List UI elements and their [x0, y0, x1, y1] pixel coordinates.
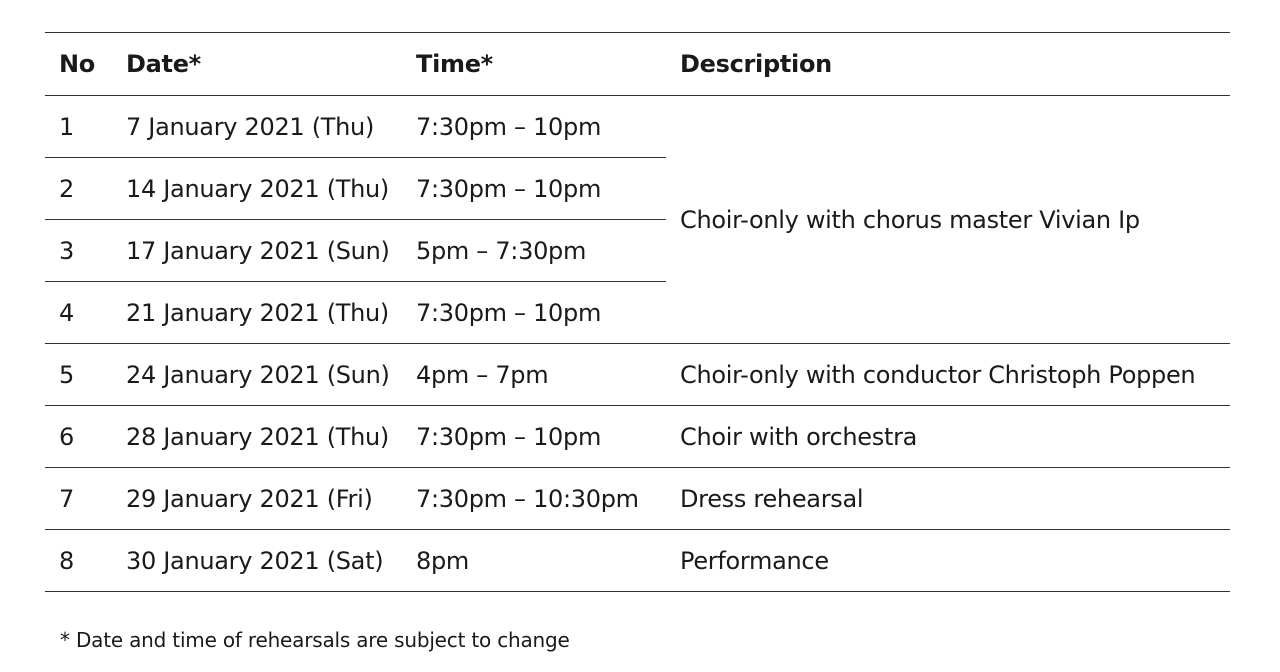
header-time: Time* [402, 33, 666, 96]
row-no: 1 [45, 96, 112, 158]
table-row [45, 406, 1230, 468]
row-description: Choir-only with conductor Christoph Poppen [666, 344, 1230, 406]
row-no: 8 [45, 530, 112, 592]
table-row [45, 530, 1230, 592]
row-no: 3 [45, 220, 112, 282]
row-time: 5pm – 7:30pm [402, 220, 666, 282]
table-row [45, 96, 1230, 158]
row-time: 7:30pm – 10:30pm [402, 468, 666, 530]
table-row [45, 468, 1230, 530]
row-time: 7:30pm – 10pm [402, 406, 666, 468]
row-no: 4 [45, 282, 112, 344]
table-row [45, 344, 1230, 406]
row-time: 4pm – 7pm [402, 344, 666, 406]
row-description: Performance [666, 530, 1230, 592]
row-description: Dress rehearsal [666, 468, 1230, 530]
row-time: 7:30pm – 10pm [402, 158, 666, 220]
row-description: Choir with orchestra [666, 406, 1230, 468]
row-no: 6 [45, 406, 112, 468]
row-date: 14 January 2021 (Thu) [112, 158, 402, 220]
row-no: 5 [45, 344, 112, 406]
row-time: 7:30pm – 10pm [402, 96, 666, 158]
row-date: 28 January 2021 (Thu) [112, 406, 402, 468]
table-header-row [45, 33, 1230, 96]
row-date: 7 January 2021 (Thu) [112, 96, 402, 158]
row-no: 2 [45, 158, 112, 220]
header-description: Description [666, 33, 1230, 96]
rehearsal-schedule-table [45, 32, 1230, 592]
row-date: 29 January 2021 (Fri) [112, 468, 402, 530]
row-date: 24 January 2021 (Sun) [112, 344, 402, 406]
row-date: 17 January 2021 (Sun) [112, 220, 402, 282]
row-date: 30 January 2021 (Sat) [112, 530, 402, 592]
row-time: 7:30pm – 10pm [402, 282, 666, 344]
row-time: 8pm [402, 530, 666, 592]
row-description-merged: Choir-only with chorus master Vivian Ip [666, 96, 1230, 344]
header-date: Date* [112, 33, 402, 96]
row-no: 7 [45, 468, 112, 530]
row-date: 21 January 2021 (Thu) [112, 282, 402, 344]
header-no: No [45, 33, 112, 96]
footnote: * Date and time of rehearsals are subject to change [60, 628, 570, 652]
